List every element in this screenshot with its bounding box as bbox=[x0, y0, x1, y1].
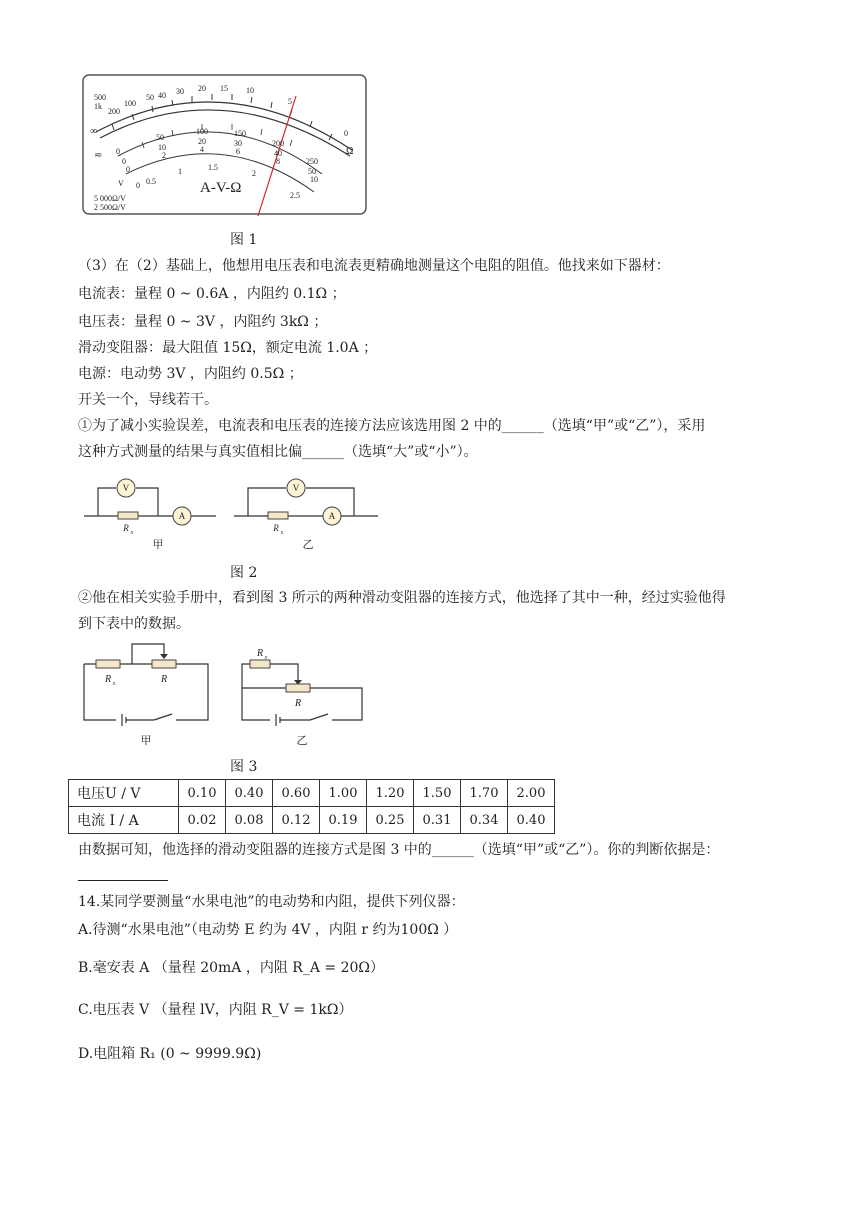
scale-tick-label: 0 bbox=[126, 165, 130, 174]
figure-caption: 图 3 bbox=[230, 759, 258, 775]
scale-tick-label: 6 bbox=[236, 147, 240, 156]
ohm-tick-label: 0 bbox=[344, 129, 348, 138]
dial-label: A-V-Ω bbox=[200, 180, 242, 196]
equipment-item: 电源：电动势 3V ，内阻约 0.5Ω ； bbox=[78, 366, 303, 382]
multimeter-dial-figure bbox=[82, 74, 368, 216]
scale-tick-label: 4 bbox=[200, 145, 204, 154]
table-row bbox=[69, 807, 555, 834]
scale-tick-label: 150 bbox=[234, 129, 246, 138]
ohm-tick-label: 50 bbox=[146, 93, 154, 102]
resistor-subscript: x bbox=[264, 655, 268, 661]
equipment-item: 电流表：量程 0 ~ 0.6A ，内阻约 0.1Ω ； bbox=[78, 286, 346, 302]
scale-tick-label: 30 bbox=[234, 139, 242, 148]
ohm-tick-label: 30 bbox=[176, 87, 184, 96]
ohm-tick-label: 5 bbox=[288, 97, 292, 106]
table-row bbox=[69, 780, 555, 807]
q14-option-d: D.电阻箱 R₁ (0 ~ 9999.9Ω) bbox=[78, 1046, 262, 1062]
scale-tick-label: 0 bbox=[122, 157, 126, 166]
scale-tick-label: 20 bbox=[198, 137, 206, 146]
circuit-label-yi: 乙 bbox=[296, 735, 308, 747]
ohm-tick-label: 15 bbox=[220, 84, 228, 93]
table-cell: 0.34 bbox=[461, 807, 508, 834]
ohm-tick-label: 40 bbox=[158, 91, 166, 100]
ohm-tick-label: 10 bbox=[246, 86, 254, 95]
scale-tick-label: 50 bbox=[156, 133, 164, 142]
table-cell: 0.12 bbox=[273, 807, 320, 834]
resistor-label: R bbox=[256, 648, 264, 659]
q14-option-c: C.电压表 V （量程 lV，内阻 R_V = 1kΩ） bbox=[78, 1002, 353, 1018]
ohm-symbol: Ω bbox=[346, 146, 354, 157]
table-cell: 1.70 bbox=[461, 780, 508, 807]
table-cell: 0.08 bbox=[226, 807, 273, 834]
scale-tick-label: 250 bbox=[306, 157, 318, 166]
ohm-tick-label: 500 bbox=[94, 93, 106, 102]
scale-tick-label: 1 bbox=[178, 167, 182, 176]
measurement-table bbox=[68, 779, 555, 834]
ohm-tick-label: 200 bbox=[108, 107, 120, 116]
ammeter-label: A bbox=[178, 511, 186, 521]
scale-tick-label: 0 bbox=[136, 181, 140, 190]
sensitivity-spec: 5 000Ω/V bbox=[94, 194, 126, 203]
volt-symbol: V bbox=[118, 179, 124, 188]
row-label-current: 电流 I / A bbox=[69, 807, 179, 834]
table-cell: 0.19 bbox=[320, 807, 367, 834]
scale-tick-label: 1.5 bbox=[208, 163, 218, 172]
resistor-label: R bbox=[123, 523, 129, 533]
table-cell: 1.20 bbox=[367, 780, 414, 807]
rheostat-label: R bbox=[160, 674, 168, 685]
equipment-item: 电压表：量程 0 ~ 3V ，内阻约 3kΩ ； bbox=[78, 314, 328, 330]
table-cell: 0.40 bbox=[508, 807, 555, 834]
sub-question-1: ①为了减小实验误差，电流表和电压表的连接方法应该选用图 2 中的______（选填“甲”或“乙”），采用 bbox=[78, 418, 706, 434]
resistor-subscript: x bbox=[130, 530, 134, 536]
table-cell: 2.00 bbox=[508, 780, 555, 807]
figure-caption: 图 1 bbox=[230, 232, 258, 248]
ohm-tick-label: 100 bbox=[124, 99, 136, 108]
table-cell: 0.25 bbox=[367, 807, 414, 834]
scale-tick-label: 2 bbox=[252, 169, 256, 178]
scale-tick-label: 2.5 bbox=[290, 191, 300, 200]
conclusion-question: 由数据可知，他选择的滑动变阻器的连接方式是图 3 中的______（选填“甲”或“乙”）。你的判断依据是： bbox=[78, 842, 720, 858]
svg-text:∞: ∞ bbox=[90, 126, 98, 137]
scale-tick-label: 40 bbox=[274, 149, 282, 158]
question-14-title: 14.某同学要测量“水果电池”的电动势和内阻，提供下列仪器： bbox=[78, 894, 465, 910]
q14-option-a: A.待测“水果电池”（电动势 E 约为 4V ，内阻 r 约为100Ω ） bbox=[78, 922, 458, 938]
table-cell: 1.00 bbox=[320, 780, 367, 807]
table-cell: 0.02 bbox=[179, 807, 226, 834]
resistor-label: R bbox=[104, 674, 112, 685]
sub-question-1-cont: 这种方式测量的结果与真实值相比偏______（选填“大”或“小”）。 bbox=[78, 444, 478, 460]
circuit-label-jia: 甲 bbox=[152, 539, 164, 551]
scale-tick-label: 10 bbox=[158, 143, 166, 152]
ohm-tick-label: 20 bbox=[198, 84, 206, 93]
table-cell: 0.60 bbox=[273, 780, 320, 807]
table-cell: 0.10 bbox=[179, 780, 226, 807]
circuit-label-jia: 甲 bbox=[140, 735, 152, 747]
scale-tick-label: 8 bbox=[276, 157, 280, 166]
ohm-tick-label: 1k bbox=[94, 102, 102, 111]
q14-option-b: B.毫安表 A （量程 20mA ，内阻 R_A = 20Ω） bbox=[78, 960, 385, 976]
sensitivity-spec: 2 500Ω/V bbox=[94, 203, 126, 212]
scale-tick-label: 10 bbox=[310, 175, 318, 184]
table-cell: 0.40 bbox=[226, 780, 273, 807]
row-label-voltage: 电压U / V bbox=[69, 780, 179, 807]
scale-tick-label: 200 bbox=[272, 139, 284, 148]
circuit-label-yi: 乙 bbox=[302, 539, 314, 551]
ammeter-label: A bbox=[328, 511, 336, 521]
resistor-subscript: x bbox=[112, 681, 116, 687]
sub-question-2: ②他在相关实验手册中，看到图 3 所示的两种滑动变阻器的连接方式，他选择了其中一种，经过实验他得 bbox=[78, 590, 726, 606]
dc-symbol: ≂ bbox=[94, 150, 103, 161]
voltmeter-label: V bbox=[122, 483, 130, 493]
scale-tick-label: 0 bbox=[116, 147, 120, 156]
scale-tick-label: 100 bbox=[196, 127, 208, 136]
resistor-subscript: x bbox=[280, 530, 284, 536]
equipment-item: 开关一个，导线若干。 bbox=[78, 392, 218, 408]
figure-caption: 图 2 bbox=[230, 565, 258, 581]
figure-2-circuits bbox=[82, 474, 382, 554]
sub-question-2-cont: 到下表中的数据。 bbox=[78, 616, 190, 632]
resistor-label: R bbox=[273, 523, 279, 533]
table-cell: 0.31 bbox=[414, 807, 461, 834]
equipment-item: 滑动变阻器：最大阻值 15Ω，额定电流 1.0A ； bbox=[78, 340, 378, 356]
rheostat-label: R bbox=[294, 698, 302, 709]
scale-tick-label: 0.5 bbox=[146, 177, 156, 186]
question-intro: （3）在（2）基础上，他想用电压表和电流表更精确地测量这个电阻的阻值。他找来如下器材： bbox=[78, 258, 670, 274]
answer-blank-line bbox=[78, 880, 168, 881]
scale-tick-label: 2 bbox=[162, 151, 166, 160]
voltmeter-label: V bbox=[292, 483, 300, 493]
scale-tick-label: 50 bbox=[308, 167, 316, 176]
figure-3-circuits bbox=[82, 640, 372, 750]
table-cell: 1.50 bbox=[414, 780, 461, 807]
